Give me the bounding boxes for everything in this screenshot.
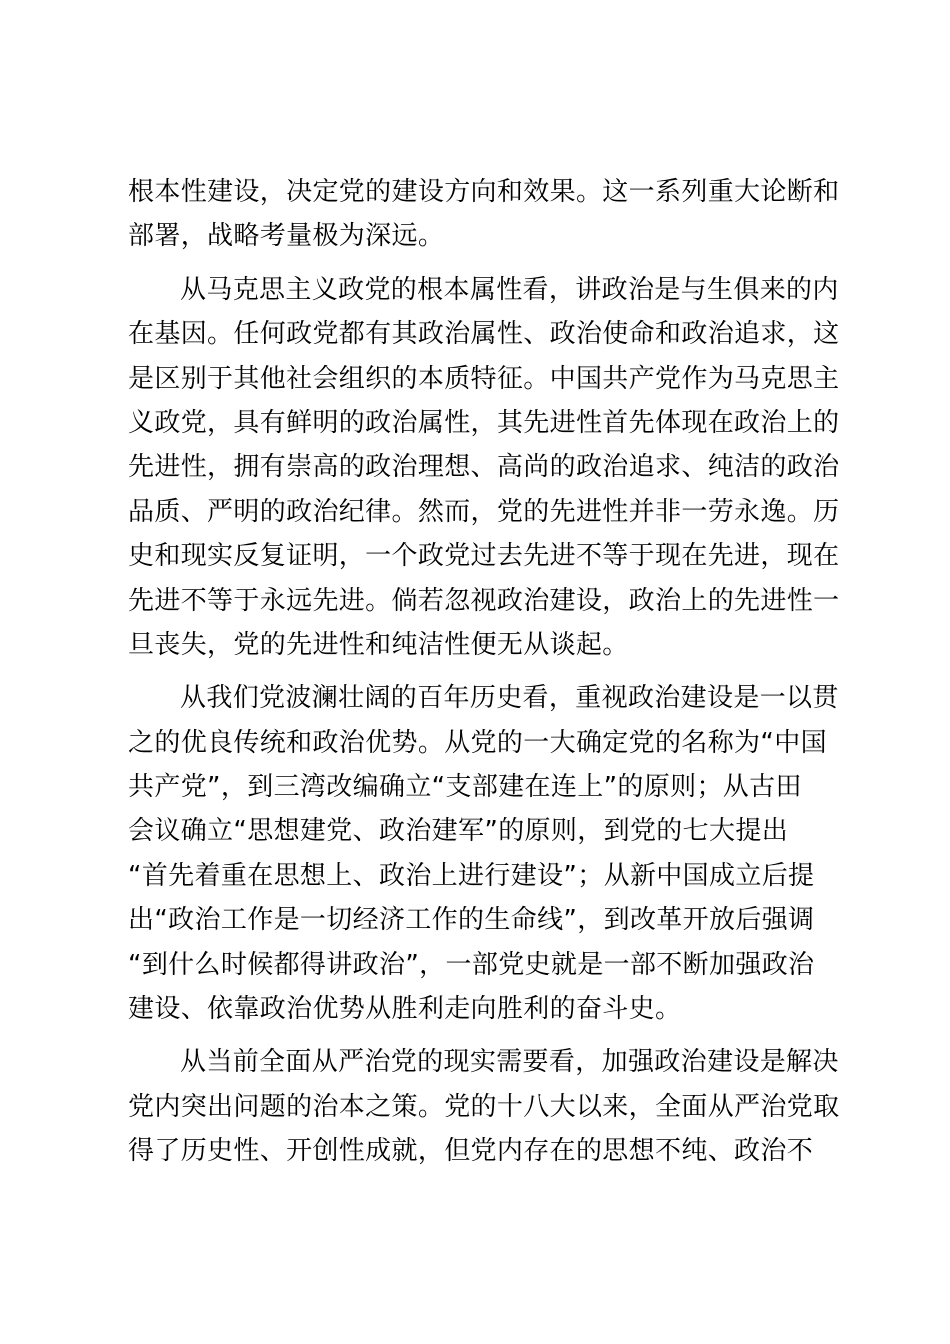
text-line: 之的优良传统和政治优势。从党的一大确定党的名称为“中国	[128, 727, 827, 758]
text-line: 出“政治工作是一切经济工作的生命线”，到改革开放后强调	[128, 905, 815, 936]
text-line: “到什么时候都得讲政治”，一部党史就是一部不断加强政治	[128, 949, 815, 980]
text-line: 品质、严明的政治纪律。然而，党的先进性并非一劳永逸。历	[128, 496, 840, 527]
text-line: 建设、依靠政治优势从胜利走向胜利的奋斗史。	[128, 994, 682, 1025]
text-line: 义政党，具有鲜明的政治属性，其先进性首先体现在政治上的	[128, 407, 840, 438]
text-line: “首先着重在思想上、政治上进行建设”；从新中国成立后提	[128, 860, 815, 891]
paragraph-first-line: 从我们党波澜壮阔的百年历史看，重视政治建设是一以贯	[180, 683, 839, 714]
text-line: 会议确立“思想建党、政治建军”的原则，到党的七大提出	[128, 816, 789, 847]
text-line: 旦丧失，党的先进性和纯洁性便无从谈起。	[128, 629, 629, 660]
text-line: 共产党”，到三湾改编确立“支部建在连上”的原则；从古田	[128, 772, 802, 803]
text-line: 史和现实反复证明，一个政党过去先进不等于现在先进，现在	[128, 541, 840, 572]
text-line: 是区别于其他社会组织的本质特征。中国共产党作为马克思主	[128, 363, 840, 394]
text-line: 先进性，拥有崇高的政治理想、高尚的政治追求、纯洁的政治	[128, 452, 840, 483]
text-line: 在基因。任何政党都有其政治属性、政治使命和政治追求，这	[128, 319, 840, 350]
text-line: 先进不等于永远先进。倘若忽视政治建设，政治上的先进性一	[128, 585, 840, 616]
text-line: 根本性建设，决定党的建设方向和效果。这一系列重大论断和	[128, 177, 840, 207]
text-line: 部署，战略考量极为深远。	[128, 221, 445, 252]
paragraph-first-line: 从马克思主义政党的根本属性看，讲政治是与生俱来的内	[180, 274, 839, 305]
body-text	[128, 170, 838, 1174]
text-line: 得了历史性、开创性成就，但党内存在的思想不纯、政治不	[128, 1136, 814, 1167]
text-line: 党内突出问题的治本之策。党的十八大以来，全面从严治党取	[128, 1091, 840, 1122]
paragraph-first-line: 从当前全面从严治党的现实需要看，加强政治建设是解决	[180, 1047, 839, 1078]
